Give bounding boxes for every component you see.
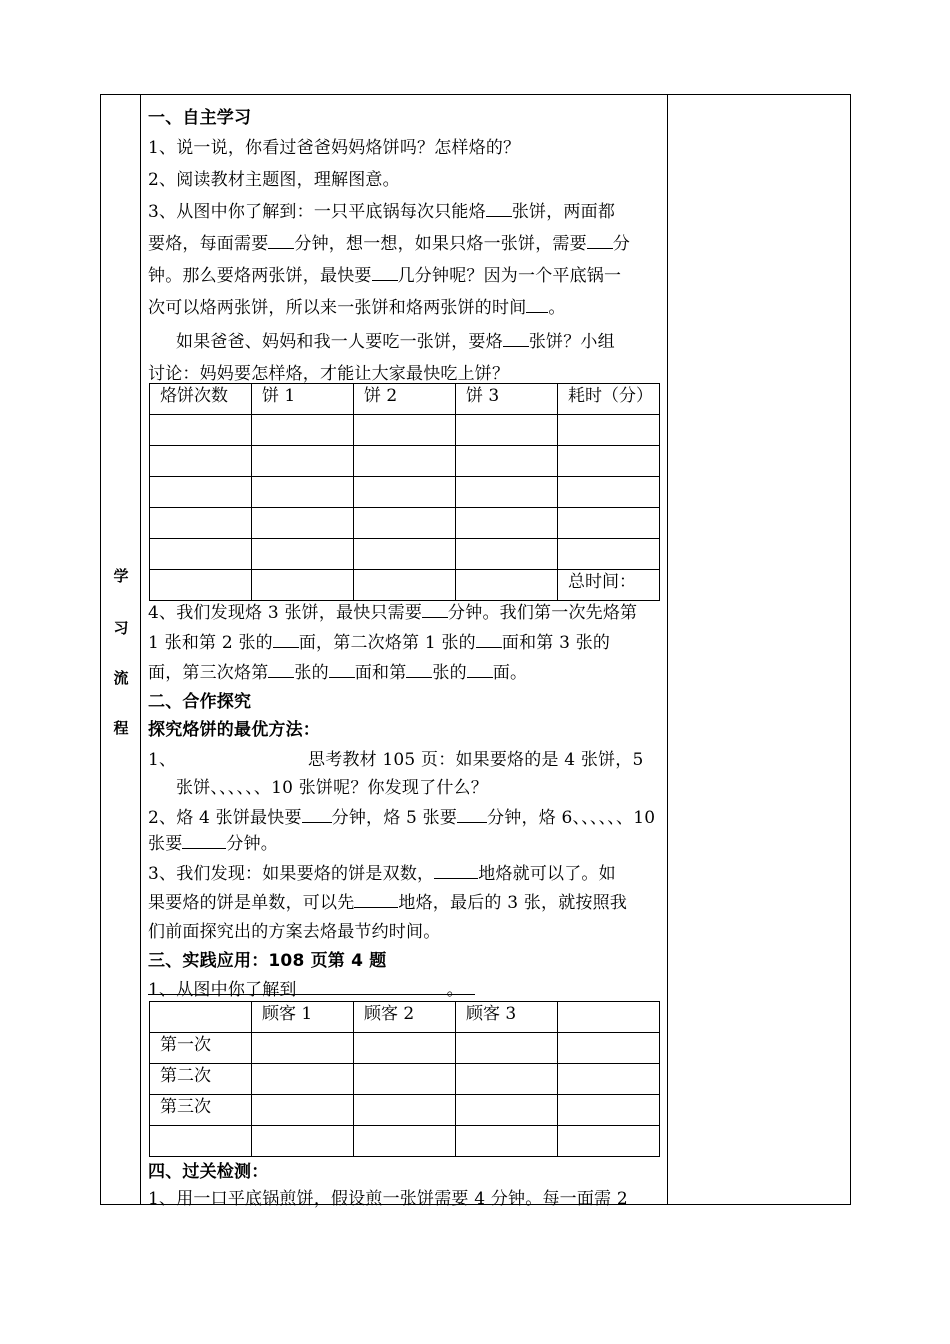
text: 果要烙的饼是单数，可以先: [148, 893, 355, 913]
fill-blank[interactable]: [372, 264, 398, 281]
fill-blank[interactable]: [273, 631, 299, 648]
text: 面，第三次烙第: [148, 663, 269, 683]
table-cell[interactable]: [558, 508, 660, 539]
text: 。: [548, 298, 566, 318]
table-header: [150, 1002, 252, 1033]
section-subtitle: 探究烙饼的最优方法：: [148, 720, 320, 740]
row-label: 第三次: [150, 1095, 252, 1126]
text: 如果爸爸、妈妈和我一人要吃一张饼，要烙: [176, 332, 503, 352]
table-cell[interactable]: [558, 1064, 660, 1095]
table-cell[interactable]: [252, 1095, 354, 1126]
question: [148, 975, 464, 1000]
side-char: 习: [113, 619, 129, 637]
table-cell[interactable]: [354, 446, 456, 477]
table-cell[interactable]: [558, 1126, 660, 1157]
side-char: 学: [113, 567, 129, 585]
table-cell[interactable]: [456, 446, 558, 477]
table-cell[interactable]: [456, 508, 558, 539]
side-char: 程: [113, 719, 129, 737]
table-cell[interactable]: [252, 415, 354, 446]
table-cell[interactable]: [456, 1064, 558, 1095]
table-cell[interactable]: [252, 1064, 354, 1095]
question-line: [148, 888, 627, 913]
fill-blank[interactable]: [526, 296, 548, 313]
text: 面和第: [354, 663, 407, 683]
question-number: 1、: [148, 750, 177, 770]
table-header-row: [150, 384, 660, 415]
question: [148, 859, 616, 884]
question-line: [148, 261, 621, 286]
text: 张的: [432, 663, 467, 683]
paragraph-line: 讨论：妈妈要怎样烙，才能让大家最快吃上饼？: [148, 364, 510, 384]
fill-blank[interactable]: [302, 806, 332, 823]
text: 分钟。我们第一次先烙第: [448, 603, 638, 623]
table-cell[interactable]: [558, 477, 660, 508]
table-cell[interactable]: [252, 570, 354, 601]
table-header: 顾客 3: [456, 1002, 558, 1033]
table-cell[interactable]: [252, 508, 354, 539]
text: 张要: [148, 834, 183, 854]
table-row: [150, 1095, 660, 1126]
table-header: [558, 1002, 660, 1033]
customer-table: [149, 1001, 660, 1157]
table-cell[interactable]: [354, 477, 456, 508]
table-cell[interactable]: [150, 446, 252, 477]
table-cell[interactable]: [252, 1126, 354, 1157]
question: 2、阅读教材主题图，理解图意。: [148, 170, 400, 190]
table-row: [150, 1033, 660, 1064]
fill-blank[interactable]: [182, 832, 226, 849]
text: 次可以烙两张饼，所以来一张饼和烙两张饼的时间: [148, 298, 527, 318]
table-row: [150, 539, 660, 570]
table-cell[interactable]: [150, 477, 252, 508]
text: 面和第 3 张的: [501, 633, 611, 653]
question-line: 们前面探究出的方案去烙最节约时间。: [148, 922, 441, 942]
table-row: [150, 508, 660, 539]
table-cell[interactable]: [252, 1033, 354, 1064]
text: 地烙，最后的 3 张，就按照我: [398, 893, 628, 913]
question-line: [148, 628, 610, 653]
text: 几分钟呢？因为一个平底锅一: [397, 266, 622, 286]
question-line: [148, 829, 278, 854]
text: 地烙就可以了。如: [478, 864, 616, 884]
text: 张饼，两面都: [511, 202, 616, 222]
table-cell[interactable]: [558, 415, 660, 446]
table-cell[interactable]: [252, 446, 354, 477]
table-cell[interactable]: [558, 446, 660, 477]
text: 1 张和第 2 张的: [148, 633, 273, 653]
table-cell[interactable]: [150, 508, 252, 539]
table-cell[interactable]: [252, 539, 354, 570]
fill-blank[interactable]: [467, 661, 493, 678]
table-row: [150, 477, 660, 508]
table-header: 烙饼次数: [150, 384, 252, 415]
table-header: 顾客 2: [354, 1002, 456, 1033]
fill-blank[interactable]: [457, 806, 487, 823]
table-header: 饼 3: [456, 384, 558, 415]
section-title: 二、合作探究: [148, 692, 252, 712]
section-title: 四、过关检测：: [148, 1162, 269, 1182]
table-cell[interactable]: [558, 539, 660, 570]
text: 4、我们发现烙 3 张饼，最快只需要: [148, 603, 423, 623]
text: 。: [446, 980, 464, 1000]
table-cell[interactable]: [558, 1095, 660, 1126]
text: 1、从图中你了解到: [148, 980, 297, 1000]
table-cell[interactable]: [456, 1033, 558, 1064]
table-cell[interactable]: [354, 415, 456, 446]
text: 钟。那么要烙两张饼，最快要: [148, 266, 372, 286]
row-label: [150, 1126, 252, 1157]
text: 分钟，烙 6、、、、、、10: [487, 808, 656, 828]
text: 面，第二次烙第 1 张的: [298, 633, 476, 653]
table-cell[interactable]: [354, 1126, 456, 1157]
table-header-row: [150, 1002, 660, 1033]
table-cell[interactable]: [456, 539, 558, 570]
side-char: 流: [113, 669, 129, 687]
text: 面。: [492, 663, 528, 683]
table-cell[interactable]: [354, 508, 456, 539]
text: 2、烙 4 张饼最快要: [148, 808, 302, 828]
table-cell[interactable]: [354, 1064, 456, 1095]
table-cell[interactable]: [150, 415, 252, 446]
fill-blank[interactable]: [268, 232, 294, 249]
table-row: [150, 415, 660, 446]
row-label: 第一次: [150, 1033, 252, 1064]
fill-blank[interactable]: [434, 862, 478, 879]
fill-blank[interactable]: [329, 661, 355, 678]
table-header: 顾客 1: [252, 1002, 354, 1033]
table-cell[interactable]: [150, 570, 252, 601]
question: [148, 803, 655, 828]
text: 分钟，想一想，如果只烙一张饼，需要: [294, 234, 587, 254]
side-label: [101, 95, 141, 1204]
table-cell[interactable]: [354, 1095, 456, 1126]
question-line: [148, 293, 566, 318]
text: 要烙，每面需要: [148, 234, 269, 254]
table-header: 耗时（分）: [558, 384, 660, 415]
fill-blank[interactable]: [503, 330, 529, 347]
text: 张饼？小组: [528, 332, 615, 352]
question-line: [148, 658, 527, 683]
question: [148, 598, 637, 623]
table-cell[interactable]: [354, 1033, 456, 1064]
fill-blank[interactable]: [486, 200, 512, 217]
fill-blank[interactable]: [268, 661, 294, 678]
table-row: [150, 446, 660, 477]
table-cell[interactable]: [456, 477, 558, 508]
fill-blank[interactable]: [406, 661, 432, 678]
table-row: [150, 1126, 660, 1157]
text: 张的: [294, 663, 329, 683]
row-label: 第二次: [150, 1064, 252, 1095]
worksheet-frame: [100, 94, 851, 1209]
table-cell[interactable]: [456, 415, 558, 446]
section-title: 三、实践应用：108 页第 4 题: [148, 951, 387, 971]
table-header: 饼 1: [252, 384, 354, 415]
total-time-cell[interactable]: 总时间：: [558, 570, 660, 601]
table-header: 饼 2: [354, 384, 456, 415]
table-cell[interactable]: [456, 1126, 558, 1157]
table-row: [150, 1064, 660, 1095]
fill-blank[interactable]: [354, 891, 398, 908]
column-divider: [667, 95, 668, 1204]
question-line: 张饼、、、、、、10 张饼呢？你发现了什么？: [176, 778, 488, 798]
table-cell[interactable]: [456, 1095, 558, 1126]
text: 3、我们发现：如果要烙的饼是双数，: [148, 864, 435, 884]
section-title: 一、自主学习: [148, 108, 252, 128]
table-cell[interactable]: [558, 1033, 660, 1064]
text: 分钟，烙 5 张要: [331, 808, 458, 828]
question-line: [148, 229, 630, 254]
question: 1、用一口平底锅煎饼，假设煎一张饼需要 4 分钟。每一面需 2: [148, 1189, 628, 1209]
text: 3、从图中你了解到：一只平底锅每次只能烙: [148, 202, 486, 222]
question: 1、说一说，你看过爸爸妈妈烙饼吗？怎样烙的？: [148, 138, 521, 158]
answer-underline: [148, 994, 475, 995]
table-cell[interactable]: [150, 539, 252, 570]
text: 分: [612, 234, 631, 254]
table-cell[interactable]: [354, 539, 456, 570]
question: [148, 197, 615, 222]
table-row: [150, 570, 660, 601]
fill-blank[interactable]: [476, 631, 502, 648]
text: 分钟。: [226, 834, 279, 854]
table-cell[interactable]: [456, 570, 558, 601]
table-cell[interactable]: [252, 477, 354, 508]
pancake-table: [149, 383, 660, 601]
paragraph: [176, 327, 615, 352]
fill-blank[interactable]: [587, 232, 613, 249]
table-cell[interactable]: [354, 570, 456, 601]
fill-blank[interactable]: [422, 601, 448, 618]
question: 思考教材 105 页：如果要烙的是 4 张饼，5: [308, 750, 644, 770]
